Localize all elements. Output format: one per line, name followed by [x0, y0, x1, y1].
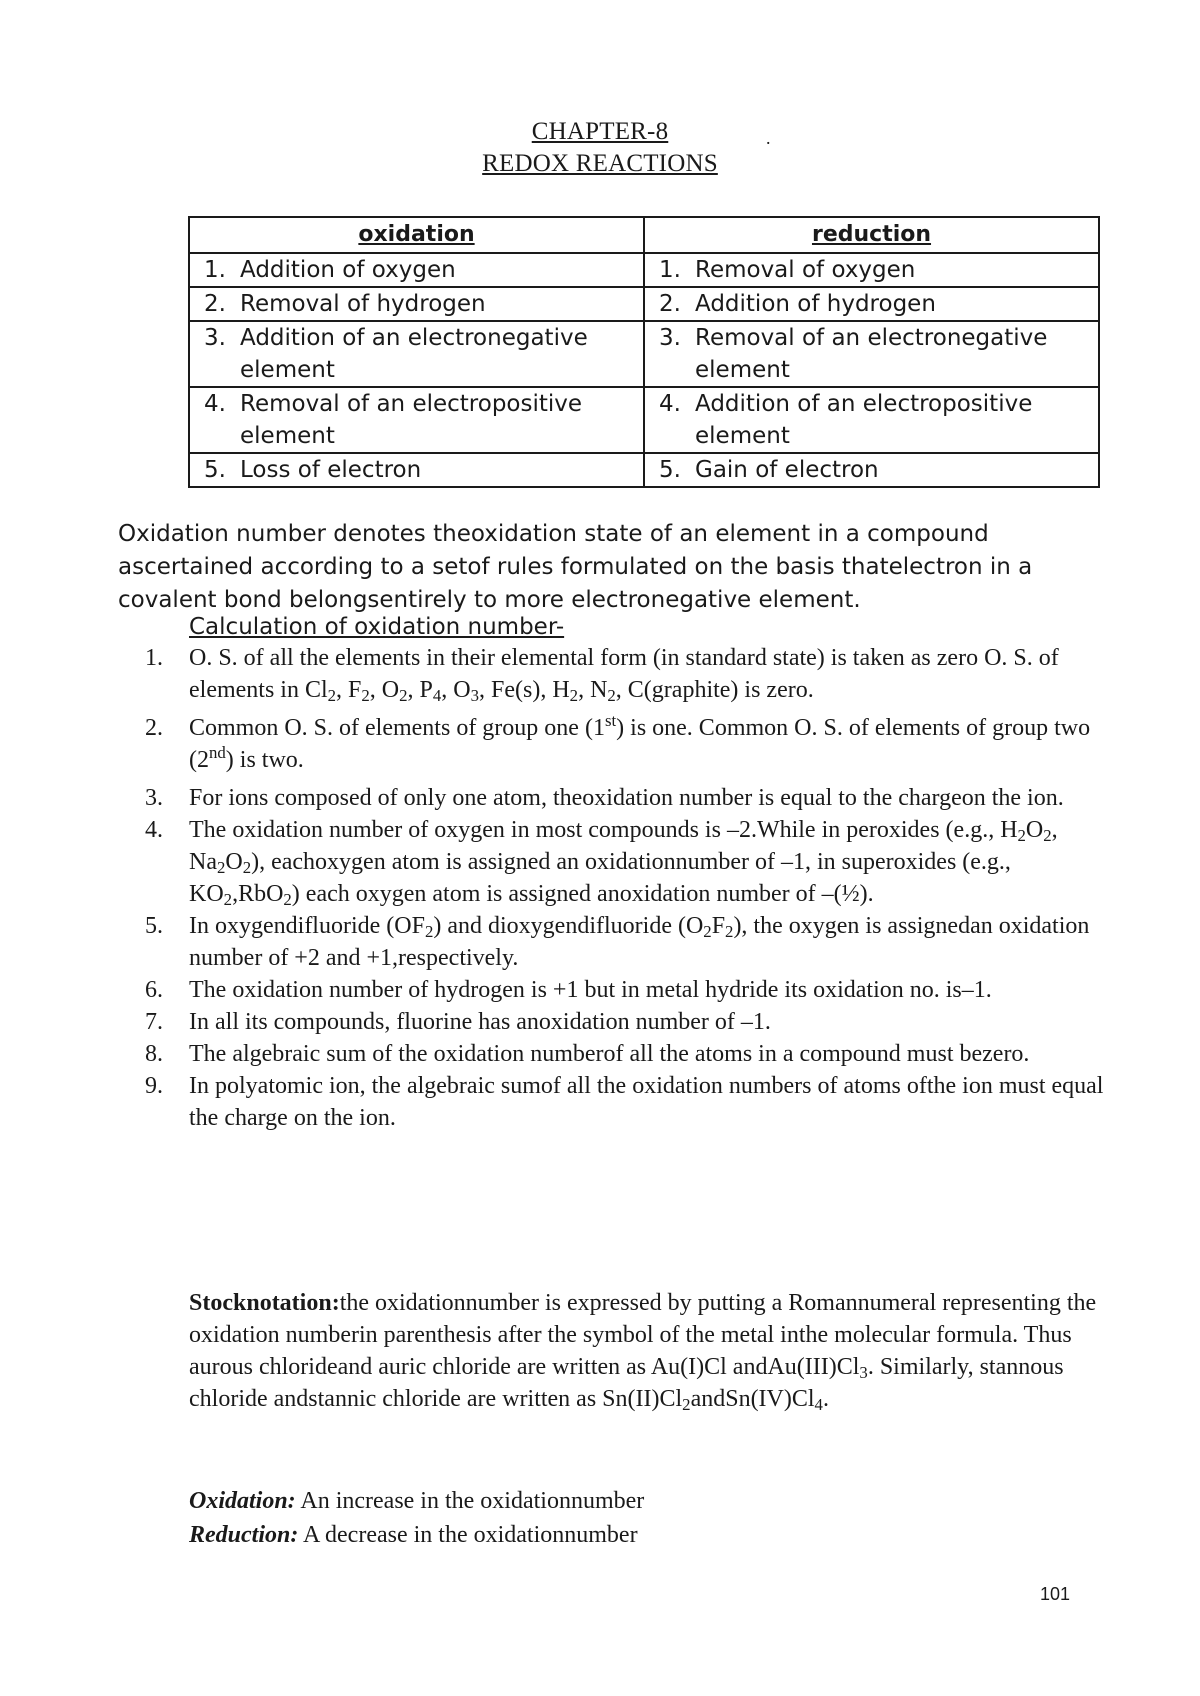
table-row	[189, 253, 1099, 287]
list-item: 2. Common O. S. of elements of group one (1st) is one. Common O. S. of elements of group two (2nd) is two.	[145, 710, 1091, 773]
oxidation-cell: 5. Loss of electron	[189, 453, 644, 487]
table-row	[189, 387, 1099, 453]
list-item: 4. The oxidation number of oxygen in most compounds is –2.While in peroxides (e.g., $H_2O_2$, $Na_2O_2$), eachoxygen atom is assigned an oxidationnumber of –1, in superoxides (e.g., $KO_2,RbO_2$) each oxygen atom is assigned anoxidation number of –(½).	[145, 817, 1058, 910]
table-row	[189, 453, 1099, 487]
table-row	[189, 287, 1099, 321]
oxidation-rules-list	[0, 642, 1200, 1134]
list-item: 1. O. S. of all the elements in their elemental form (in standard state) is taken as zero O. S. of elements in $Cl_2$, $F_2$, $O_2$, $P_4$, $O_3$, Fe(s), $H_2$, $N_2$, C(graphite) is zero.	[145, 645, 1059, 706]
stray-dot: .	[766, 128, 771, 148]
definitions	[189, 1484, 644, 1552]
oxidation-cell: 1. Addition of oxygen	[189, 253, 644, 287]
list-item: 3. For ions composed of only one atom, theoxidation number is equal to the chargeon the ion.	[145, 785, 1064, 811]
reduction-cell: 1. Removal of oxygen	[644, 253, 1099, 287]
list-item: 7. In all its compounds, fluorine has anoxidation number of –1.	[145, 1009, 771, 1035]
calculation-heading: Calculation of oxidation number-	[189, 614, 565, 640]
oxidation-cell: 4. Removal of an electropositive element	[189, 387, 644, 453]
redox-comparison-table	[188, 216, 1100, 488]
list-item: 8. The algebraic sum of the oxidation numberof all the atoms in a compound must bezero.	[145, 1041, 1030, 1067]
table-row	[189, 321, 1099, 387]
reduction-cell: 5. Gain of electron	[644, 453, 1099, 487]
table-header-row	[189, 217, 1099, 253]
reduction-cell: 4. Addition of an electropositive element	[644, 387, 1099, 453]
stock-notation-paragraph: Stocknotation:the oxidationnumber is expressed by putting a Romannumeral representing the oxidation numberin parenthesis after the symbol of the metal inthe molecular formula. Thus aurous chlorideand auric chloride are written as Au(I)Cl $andAu(III)Cl_3$. Similarly, stannous chloride andstannic chloride are written as $Sn(II)Cl_2andSn(IV)Cl_4$.	[189, 1290, 1097, 1415]
intro-paragraph: Oxidation number denotes theoxidation state of an element in a compound ascertained according to a setof rules formulated on the basis thatelectron in a covalent bond belongsentirely to more electronegative element.	[118, 521, 1033, 613]
page-title: REDOX REACTIONS	[482, 150, 718, 177]
oxidation-definition: Oxidation: An increase in the oxidationnumber	[189, 1488, 645, 1514]
reduction-definition: Reduction: A decrease in the oxidationnumber	[189, 1522, 638, 1548]
oxidation-column-header: oxidation	[189, 217, 644, 253]
oxidation-cell: 3. Addition of an electronegative element	[189, 321, 644, 387]
list-item: 9. In polyatomic ion, the algebraic sumof all the oxidation numbers of atoms ofthe ion must equal the charge on the ion.	[145, 1073, 1104, 1131]
reduction-cell: 3. Removal of an electronegative element	[644, 321, 1099, 387]
chapter-heading: CHAPTER-8	[531, 118, 669, 145]
stock-notation-label: Stocknotation:	[189, 1290, 340, 1316]
list-item: 6. The oxidation number of hydrogen is +1 but in metal hydride its oxidation no. is–1.	[145, 977, 992, 1003]
page-number: 101	[1040, 1584, 1071, 1604]
reduction-cell: 2. Addition of hydrogen	[644, 287, 1099, 321]
list-item: 5. In oxygendifluoride $(OF_2)$ and dioxygendifluoride $(O_2F_2)$, the oxygen is assignedan oxidation number of +2 and +1,respectively.	[145, 913, 1090, 971]
reduction-column-header: reduction	[644, 217, 1099, 253]
oxidation-cell: 2. Removal of hydrogen	[189, 287, 644, 321]
